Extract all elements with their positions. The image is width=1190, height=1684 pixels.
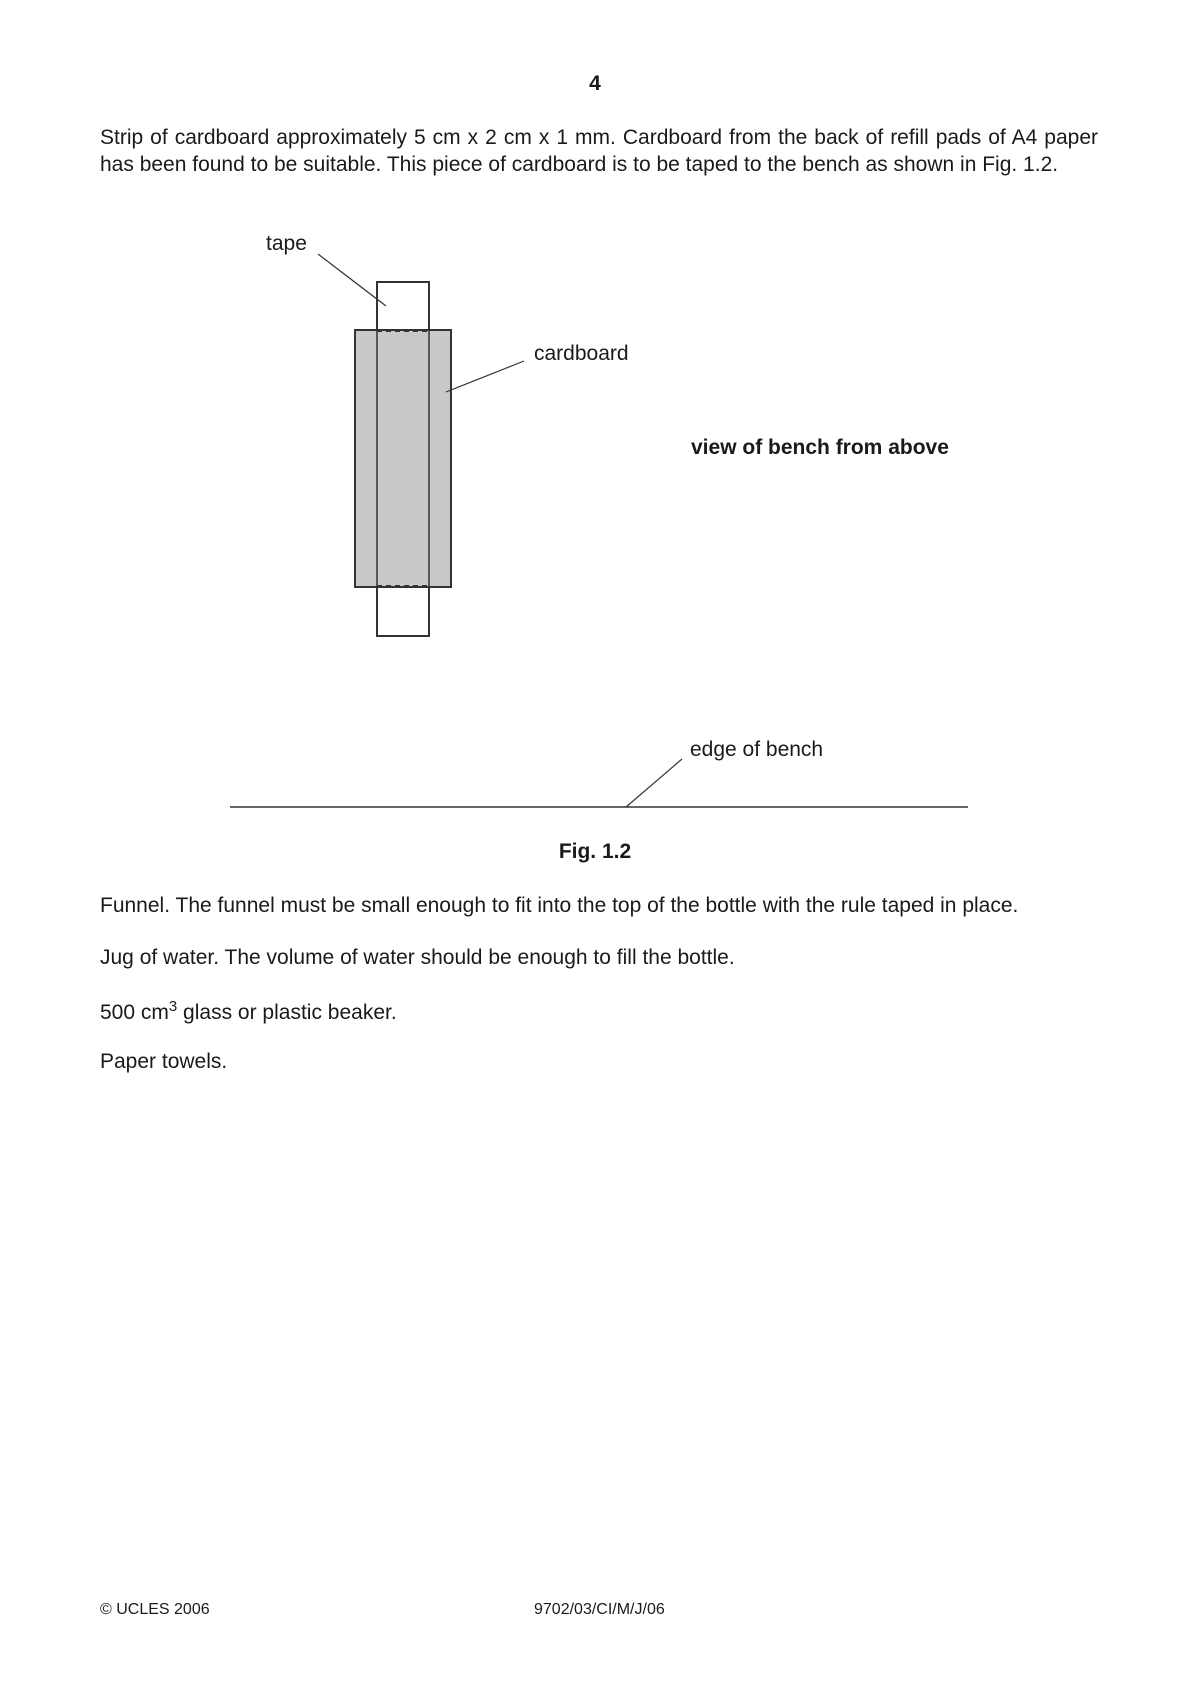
- towels-paragraph: Paper towels.: [100, 1050, 228, 1073]
- beaker-superscript: 3: [168, 998, 178, 1015]
- jug-paragraph: Jug of water. The volume of water should be enough to fill the bottle.: [100, 946, 735, 969]
- label-tape: tape: [266, 232, 307, 255]
- funnel-paragraph: Funnel. The funnel must be small enough to fit into the top of the bottle with the rule taped in place.: [100, 894, 1019, 917]
- label-cardboard: cardboard: [534, 342, 629, 365]
- cardboard-rect: [355, 330, 451, 587]
- cardboard-leader-line: [446, 361, 524, 392]
- footer-code: 9702/03/CI/M/J/06: [534, 1601, 665, 1618]
- figure-caption: Fig. 1.2: [558, 840, 632, 863]
- edge-leader-line: [626, 759, 682, 807]
- page-number: 4: [589, 72, 601, 95]
- beaker-paragraph: [100, 998, 397, 1025]
- beaker-volume: 500 cm: [100, 1001, 169, 1024]
- tape-leader-line: [318, 254, 386, 306]
- beaker-description: glass or plastic beaker.: [177, 1001, 397, 1024]
- label-view-from-above: view of bench from above: [691, 436, 949, 459]
- intro-paragraph: Strip of cardboard approximately 5 cm x 2 cm x 1 mm. Cardboard from the back of refill pads of A4 paper has been found to be suitable. This piece of cardboard is to be taped to the bench as shown in Fig. 1.2.: [100, 126, 1098, 176]
- footer-copyright: © UCLES 2006: [100, 1601, 210, 1618]
- label-edge-of-bench: edge of bench: [690, 738, 824, 761]
- bench-diagram: [0, 0, 1190, 830]
